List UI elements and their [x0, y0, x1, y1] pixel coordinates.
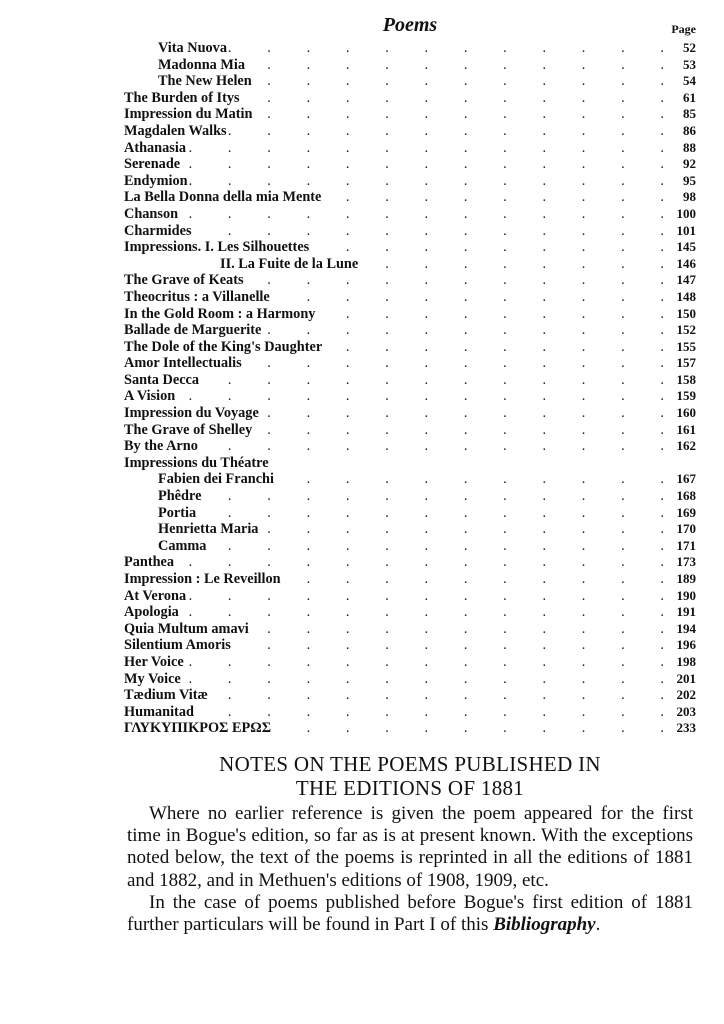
toc-entry-page: 171: [676, 537, 696, 553]
toc-entry-title: A Vision: [124, 388, 176, 405]
toc-entry: [124, 405, 696, 422]
toc-dot-leader: [198, 438, 670, 455]
toc-dot-leader: [240, 90, 670, 107]
toc-entry-title: Impression du Voyage: [124, 405, 259, 422]
toc-entry: [124, 123, 696, 140]
toc-entry-title: ΓΛΥΚΥΠΙΚΡΟΣ ΕΡΩΣ: [124, 720, 272, 737]
toc-entry: [124, 372, 696, 389]
toc-entry: [124, 106, 696, 123]
toc-entry-title: II. La Fuite de la Lune: [220, 255, 359, 272]
toc-entry-page: 160: [676, 405, 696, 421]
toc-entry: [124, 73, 696, 90]
toc-entry-page: 88: [683, 139, 696, 155]
toc-entry: [124, 455, 696, 472]
toc-entry-page: 202: [676, 687, 696, 703]
toc-entry-title: Athanasia: [124, 139, 186, 156]
toc-entry: [124, 554, 696, 571]
toc-entry-page: 196: [676, 637, 696, 653]
toc-entry-title: Serenade: [124, 156, 181, 173]
toc-entry: [124, 223, 696, 240]
toc-dot-leader: [321, 189, 670, 206]
toc-entry-page: 61: [683, 89, 696, 105]
toc-entry-title: Quia Multum amavi: [124, 620, 249, 637]
toc-entry-page: 54: [683, 73, 696, 89]
toc-entry-page: 162: [676, 438, 696, 454]
toc-dot-leader: [249, 621, 670, 638]
toc-entry-title: The Burden of Itys: [124, 89, 240, 106]
toc-entry-title: The Grave of Keats: [124, 272, 244, 289]
toc-dot-leader: [274, 471, 670, 488]
toc-entry-page: 92: [683, 156, 696, 172]
toc-entry-title: Charmides: [124, 222, 192, 239]
toc-dot-leader: [208, 687, 670, 704]
toc-entry-title: Tædium Vitæ: [124, 687, 208, 704]
notes-paragraph-1: Where no earlier reference is given the poem appeared for the first time in Bogue's edition, so far as is at present known. With the exceptions noted below, the text of the poems is reprinted in all the editions of 1881 and 1882, and in Methuen's editions of 1908, 1909, etc.: [127, 803, 693, 891]
toc-entry-title: Camma: [158, 537, 207, 554]
toc-entry-page: 233: [676, 720, 696, 736]
notes-body: [127, 803, 693, 936]
toc-entry-page: 190: [676, 587, 696, 603]
toc-entry-title: At Verona: [124, 587, 187, 604]
toc-entry: [124, 521, 696, 538]
toc-dot-leader: [261, 322, 670, 339]
toc-entry-page: 203: [676, 703, 696, 719]
toc-entry: [124, 156, 696, 173]
toc-dot-leader: [322, 339, 670, 356]
toc-entry-page: 145: [676, 239, 696, 255]
notes-heading-line-2: THE EDITIONS OF 1881: [295, 776, 525, 800]
toc-entry-title: Her Voice: [124, 653, 184, 670]
toc-dot-leader: [252, 106, 670, 123]
toc-dot-leader: [188, 173, 670, 190]
toc-entry: [124, 339, 696, 356]
toc-entry-title: Madonna Mia: [158, 56, 245, 73]
toc-entry-page: 100: [676, 205, 696, 221]
toc-entry: [124, 720, 696, 737]
toc-entry-title: Impressions. I. Les Silhouettes: [124, 239, 310, 256]
toc-entry-page: 170: [676, 521, 696, 537]
toc-dot-leader: [199, 372, 670, 389]
toc-dot-leader: [231, 637, 670, 654]
page-header: [124, 14, 696, 38]
toc-entry-page: 86: [683, 122, 696, 138]
toc-dot-leader: [315, 306, 670, 323]
toc-entry-title: Apologia: [124, 604, 179, 621]
notes-paragraph-2: [127, 892, 693, 936]
toc-entry-title: Theocritus : a Villanelle: [124, 288, 270, 305]
toc-entry: [124, 40, 696, 57]
toc-entry-title: La Bella Donna della mia Mente: [124, 189, 322, 206]
toc-entry: [124, 687, 696, 704]
toc-entry-page: 167: [676, 471, 696, 487]
toc-entry-page: 52: [683, 40, 696, 55]
toc-entry-page: 201: [676, 670, 696, 686]
toc-entry-page: 152: [676, 322, 696, 338]
running-title: Poems: [382, 14, 438, 36]
notes-heading: [124, 752, 696, 800]
toc-dot-leader: [227, 40, 670, 57]
toc-entry: [124, 637, 696, 654]
toc-dot-leader: [174, 554, 670, 571]
toc-dot-leader: [258, 521, 670, 538]
bibliography-title: Bibliography: [493, 914, 596, 936]
toc-entry-page: 157: [676, 355, 696, 371]
toc-dot-leader: [196, 505, 670, 522]
toc-dot-leader: [271, 720, 670, 737]
toc-entry: [124, 140, 696, 157]
table-of-contents: [124, 40, 696, 737]
toc-entry: [124, 538, 696, 555]
toc-dot-leader: [186, 588, 670, 605]
toc-dot-leader: [201, 488, 670, 505]
toc-entry-title: Silentium Amoris: [124, 637, 231, 654]
toc-entry-title: Magdalen Walks: [124, 122, 227, 139]
toc-entry-page: 155: [676, 338, 696, 354]
toc-dot-leader: [259, 405, 670, 422]
toc-entry-title: Amor Intellectualis: [124, 355, 242, 372]
toc-entry-title: By the Arno: [124, 438, 198, 455]
toc-entry-page: 168: [676, 488, 696, 504]
toc-entry: [124, 289, 696, 306]
toc-entry-title: The New Helen: [158, 73, 252, 90]
toc-entry: [124, 488, 696, 505]
toc-entry-title: Fabien dei Franchi: [158, 471, 274, 488]
toc-entry-page: 150: [676, 305, 696, 321]
notes-paragraph-2-end: .: [595, 914, 601, 936]
toc-entry-page: 191: [676, 604, 696, 620]
toc-entry-page: 53: [683, 56, 696, 72]
toc-dot-leader: [244, 272, 670, 289]
toc-entry-page: 159: [676, 388, 696, 404]
notes-heading-line-1: NOTES ON THE POEMS PUBLISHED IN: [219, 752, 601, 776]
toc-entry-title: Impressions du Théatre: [124, 454, 269, 471]
toc-entry-page: 158: [676, 371, 696, 387]
toc-entry-page: 148: [676, 288, 696, 304]
toc-entry: [124, 654, 696, 671]
toc-entry: [124, 671, 696, 688]
toc-entry-title: The Dole of the King's Daughter: [124, 338, 323, 355]
toc-entry: [124, 355, 696, 372]
toc-entry-title: Ballade de Marguerite: [124, 322, 262, 339]
toc-entry-page: 146: [676, 255, 696, 271]
toc-entry: [124, 471, 696, 488]
toc-entry: [124, 571, 696, 588]
toc-entry-page: 161: [676, 421, 696, 437]
toc-entry-page: 169: [676, 504, 696, 520]
toc-entry-page: 173: [676, 554, 696, 570]
toc-entry-page: 98: [683, 189, 696, 205]
toc-entry-title: Santa Decca: [124, 371, 200, 388]
toc-dot-leader: [309, 239, 670, 256]
toc-dot-leader: [184, 654, 670, 671]
toc-entry: [124, 173, 696, 190]
toc-dot-leader: [252, 422, 670, 439]
toc-dot-leader: [252, 73, 670, 90]
toc-entry: [124, 588, 696, 605]
toc-entry: [124, 438, 696, 455]
toc-dot-leader: [180, 156, 670, 173]
toc-entry-title: The Grave of Shelley: [124, 421, 253, 438]
toc-dot-leader: [192, 223, 670, 240]
toc-entry: [124, 272, 696, 289]
toc-entry: [124, 322, 696, 339]
toc-entry: [124, 256, 696, 273]
toc-entry-page: 95: [683, 172, 696, 188]
toc-dot-leader: [245, 57, 670, 74]
notes-paragraph-2-text: In the case of poems published before Bogue's first edition of 1881 further particulars will be found in Part I of this: [127, 891, 693, 936]
toc-dot-leader: [242, 355, 670, 372]
toc-dot-leader: [358, 256, 670, 273]
toc-entry-title: Henrietta Maria: [158, 521, 259, 538]
toc-entry-page: 198: [676, 653, 696, 669]
toc-dot-leader: [227, 123, 670, 140]
toc-entry: [124, 388, 696, 405]
toc-entry-page: 85: [683, 106, 696, 122]
toc-entry: [124, 57, 696, 74]
toc-entry-title: In the Gold Room : a Harmony: [124, 305, 316, 322]
toc-entry: [124, 621, 696, 638]
toc-entry-title: Chanson: [124, 205, 179, 222]
toc-entry: [124, 505, 696, 522]
toc-entry: [124, 206, 696, 223]
toc-dot-leader: [179, 604, 670, 621]
toc-dot-leader: [194, 704, 670, 721]
toc-entry-title: Vita Nuova: [158, 40, 227, 56]
toc-dot-leader: [281, 571, 670, 588]
toc-entry-title: Endymion: [124, 172, 188, 189]
toc-entry-title: Impression du Matin: [124, 106, 253, 123]
toc-entry-title: My Voice: [124, 670, 181, 687]
toc-dot-leader: [181, 671, 670, 688]
toc-dot-leader: [270, 289, 670, 306]
toc-entry-page: 101: [676, 222, 696, 238]
toc-entry-title: Panthea: [124, 554, 175, 571]
toc-entry: [124, 306, 696, 323]
toc-entry: [124, 90, 696, 107]
toc-entry: [124, 422, 696, 439]
toc-entry-title: Phêdre: [158, 488, 202, 505]
toc-entry: [124, 239, 696, 256]
toc-entry-title: Portia: [158, 504, 197, 521]
toc-entry: [124, 704, 696, 721]
page-column-label: Page: [671, 22, 696, 36]
toc-entry-title: Humanitad: [124, 703, 194, 720]
toc-entry-page: 194: [676, 620, 696, 636]
toc-entry-page: 189: [676, 571, 696, 586]
toc-dot-leader: [175, 388, 670, 405]
toc-entry: [124, 604, 696, 621]
toc-entry-title: Impression : Le Reveillon: [124, 571, 281, 587]
toc-entry: [124, 189, 696, 206]
toc-dot-leader: [186, 140, 670, 157]
toc-entry-page: 147: [676, 272, 696, 288]
toc-dot-leader: [206, 538, 670, 555]
toc-dot-leader: [178, 206, 670, 223]
